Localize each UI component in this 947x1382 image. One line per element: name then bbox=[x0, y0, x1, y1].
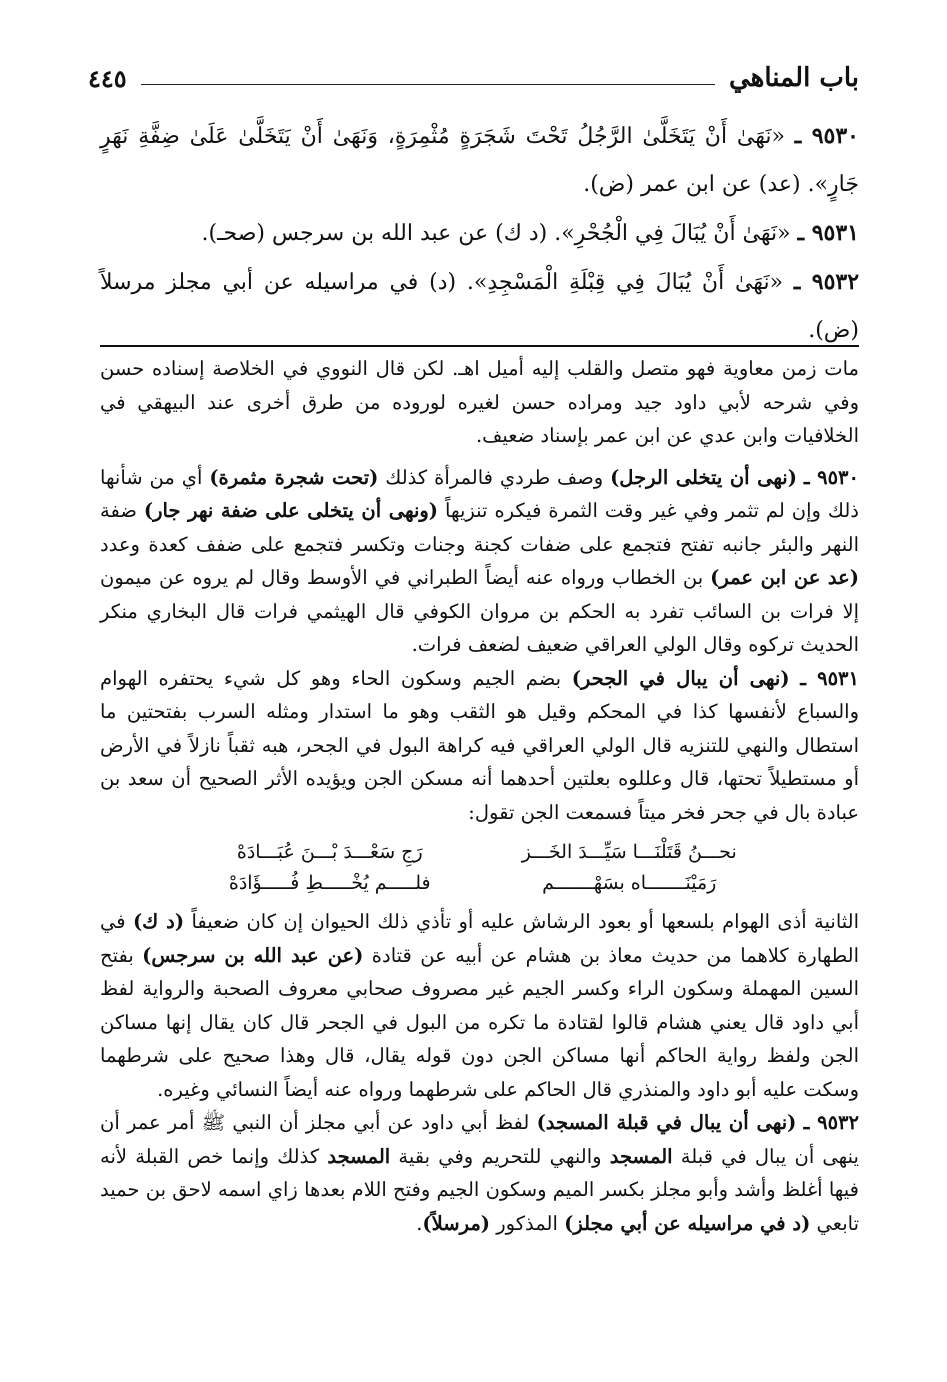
commentary-text: بضم الجيم وسكون الحاء وهو كل شيء يحتفره الهوام والسباع لأنفسها كذا في المحكم وقيل هو الثقب وهو ما استدار ومثله السرب بفتحتين ما استطال والنهي للتنزيه قال الولي العراقي فيه كراهة البول في الجحر، هبه ثقباً نازلاً في الأرض أو مستطيلاً تحتها، قال وعللوه بعلتين أحدهما أنه مسكن الجن ويؤيده الأثر الصحيح أن سعد بن عبادة بال في جحر فخر ميتاً فسمعت الجن تقول: bbox=[100, 666, 859, 824]
poem-line-2-left: فلـــــم يُخْـــــطِ فُـــــؤَادَهْ bbox=[228, 872, 431, 894]
commentary-text: والنهي للتحريم وفي بقية bbox=[390, 1144, 610, 1168]
commentary-text: وصف طردي فالمرأة كذلك bbox=[378, 465, 611, 489]
commentary-text: . bbox=[416, 1211, 423, 1235]
quoted-phrase: (مرسلاً) bbox=[422, 1211, 491, 1235]
quoted-phrase: (نهى أن يتخلى الرجل) bbox=[610, 465, 797, 489]
header-rule bbox=[141, 84, 715, 85]
commentary-intro: مات زمن معاوية فهو متصل والقلب إليه أميل اهـ. لكن قال النووي في الخلاصة إسناده حسن وفي شرحه لأبي داود جيد ومراده حسن لغيره لوروده من طرق أخرى عند البيهقي في الخلافيات وابن عدي عن ابن عمر بإسناد ضعيف. bbox=[100, 357, 859, 447]
commentary bbox=[100, 352, 859, 1240]
quoted-phrase: (د ك) bbox=[132, 910, 185, 933]
page-number: ٤٤٥ bbox=[88, 63, 127, 93]
quoted-phrase: المسجد bbox=[327, 1144, 391, 1168]
commentary-text: بفتح السين المهملة وسكون الراء وكسر الجيم غير مصروف صحابي معروف الصحبة والرواية لفظ أبي داود قال يعني هشام قالوا لقتادة ما تكره من البول في الجحر قال كان يقال إنها مساكن الجن ولفظ رواية الحاكم أنها مساكن الجن دون قوله يقال، قال وهذا صحيح على شرطهما وسكت عليه أبو داود والمنذري قال الحاكم على شرطهما ورواه عنه أيضاً النسائي وغيره. bbox=[100, 943, 859, 1101]
commentary-text: الثانية أذى الهوام بلسعها أو بعود الرشاش عليه أو تأذي ذلك الحيوان إن كان ضعيفاً bbox=[184, 910, 860, 933]
quoted-phrase: (نهى أن يبال في الجحر) bbox=[571, 666, 790, 690]
commentary-text: كذلك وإنما خص القبلة لأنه فيها أغلظ وأشد وأبو مجلز بكسر الميم وسكون الجيم وفتح اللام بعدها زاي اسمه لاحق بن حميد تابعي bbox=[100, 1144, 859, 1235]
footnote-divider bbox=[100, 345, 859, 347]
commentary-text: بن الخطاب ورواه عنه أيضاً الطبراني في الأوسط وقال لم يروه عن ميمون إلا فرات بن السائب تفرد به الحكم بن مروان الكوفي قال الهيثمي فرات قال البخاري منكر الحديث تركوه وقال الولي العراقي ضعيف لضعف فرات. bbox=[100, 566, 859, 656]
commentary-9531-continued bbox=[100, 905, 859, 1106]
commentary-text: لفظ أبي داود عن أبي مجلز أن النبي ﷺ أمر عمر أن ينهى أن يبال في قبلة bbox=[100, 1111, 859, 1168]
quoted-phrase: (عد عن ابن عمر) bbox=[710, 566, 860, 589]
commentary-number: ٩٥٣٠ ـ bbox=[803, 465, 859, 489]
commentary-9532 bbox=[100, 1106, 859, 1240]
quoted-phrase: (تحت شجرة مثمرة) bbox=[209, 465, 379, 489]
commentary-number: ٩٥٣١ ـ bbox=[800, 666, 859, 690]
commentary-text: ضفة النهر والبئر جانبه تفتح فتجمع على ضفات كجنة وجنات وتكسر فتجمع على ضفف كعدة وعدد bbox=[100, 499, 859, 556]
quoted-phrase: (د في مراسيله عن أبي مجلز) bbox=[564, 1211, 811, 1235]
chapter-title: باب المناهي bbox=[728, 63, 859, 93]
commentary-text: أي من شأنها ذلك وإن لم تثمر وفي غير وقت الثمرة فيكره تنزيهاً bbox=[100, 465, 859, 522]
hadith-number: ٩٥٣٠ ـ bbox=[794, 123, 859, 149]
commentary-text: المذكور bbox=[490, 1211, 565, 1235]
commentary-9531 bbox=[100, 662, 859, 830]
hadith-text bbox=[100, 112, 859, 355]
hadith-9532 bbox=[100, 258, 859, 355]
poem-line-2-right: رَمَيْنَـــــــاه بسَهْـــــــم bbox=[542, 872, 717, 894]
quoted-phrase: المسجد bbox=[609, 1144, 673, 1168]
hadith-number: ٩٥٣١ ـ bbox=[797, 220, 859, 246]
hadith-body: «نَهَىٰ أَنْ يُبَالَ فِي الْجُحْرِ». (د ك) عن عبد الله بن سرجس (صحـ). bbox=[201, 221, 791, 246]
quoted-phrase: (عن عبد الله بن سرجس) bbox=[142, 943, 364, 967]
hadith-body: «نَهَىٰ أَنْ يُبَالَ فِي قِبْلَةِ الْمَسْجِدِ». (د) في مراسيله عن أبي مجلز مرسلاً (ض). bbox=[100, 270, 859, 343]
quoted-phrase: (نهى أن يبال في قبلة المسجد) bbox=[536, 1111, 797, 1134]
hadith-9531 bbox=[100, 209, 859, 258]
commentary-9530 bbox=[100, 461, 859, 662]
poem bbox=[210, 837, 749, 899]
hadith-number: ٩٥٣٢ ـ bbox=[793, 269, 860, 295]
commentary-number: ٩٥٣٢ ـ bbox=[803, 1111, 859, 1134]
poem-line-1-left: رَجِ سَعْـــدَ بْـــنَ عُبَـــادَهْ bbox=[236, 841, 423, 863]
poem-line-1-right: نحـــنُ قَتَلْنَـــا سَيِّـــدَ الخَـــز bbox=[521, 841, 737, 863]
hadith-body: «نَهَىٰ أَنْ يَتَخَلَّىٰ الرَّجُلُ تَحْتَ شَجَرَةٍ مُثْمِرَةٍ، وَنَهَىٰ أَنْ يَتَخَلَّىٰ عَلَىٰ ضِفَّةِ نَهَرٍ جَارٍ». (عد) عن ابن عمر (ض). bbox=[100, 124, 859, 197]
page-header bbox=[88, 48, 859, 108]
quoted-phrase: (ونهى أن يتخلى على ضفة نهر جار) bbox=[143, 499, 439, 522]
hadith-9530 bbox=[100, 112, 859, 209]
commentary-text: في الطهارة كلاهما من حديث معاذ بن هشام عن أبيه عن قتادة bbox=[100, 910, 859, 967]
